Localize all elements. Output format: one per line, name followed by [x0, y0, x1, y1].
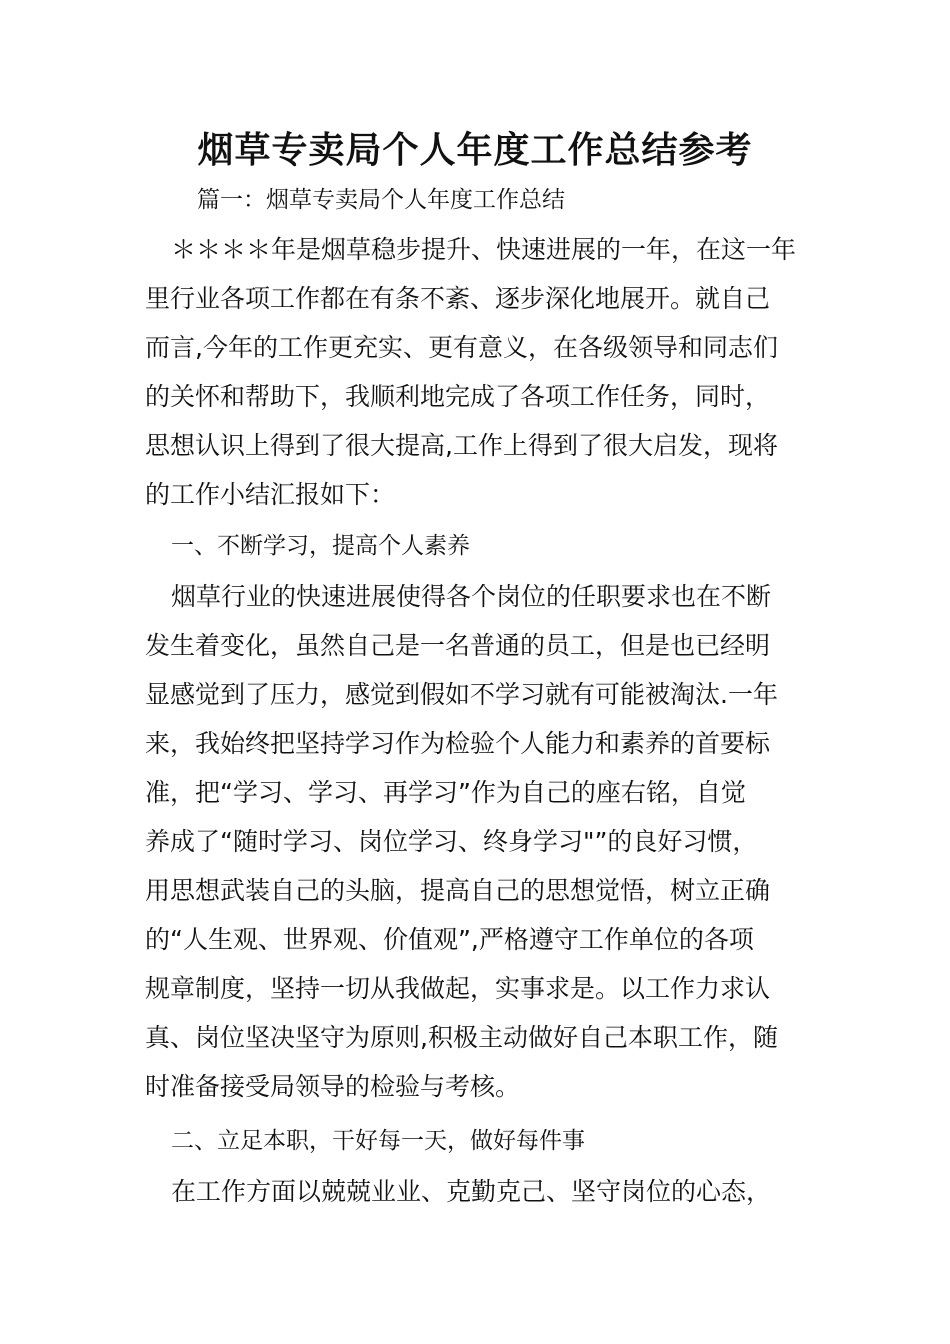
paragraph-line: 里行业各项工作都在有条不紊、逐步深化地展开。就自己 — [145, 284, 771, 313]
paragraph-line: 的关怀和帮助下，我顺利地完成了各项工作任务，同时， — [145, 382, 771, 411]
paragraph-line: 养成了“随时学习、岗位学习、终身学习"”的良好习惯， — [145, 827, 758, 856]
section-heading-1: 一、不断学习，提高个人素养 — [171, 533, 470, 559]
paragraph-line: 用思想武装自己的头脑，提高自己的思想觉悟，树立正确 — [145, 876, 771, 905]
paragraph-line: 思想认识上得到了很大提高,工作上得到了很大启发，现将 — [145, 431, 778, 460]
paragraph-line: 的工作小结汇报如下： — [145, 480, 396, 509]
paragraph-line: 规章制度，坚持一切从我做起，实事求是。以工作力求认 — [145, 974, 771, 1003]
paragraph-line: ＊＊＊＊年是烟草稳步提升、快速进展的一年，在这一年 — [171, 235, 797, 264]
section-subtitle: 篇一：烟草专卖局个人年度工作总结 — [197, 187, 565, 213]
paragraph-line: 真、岗位坚决坚守为原则,积极主动做好自己本职工作，随 — [145, 1023, 778, 1052]
paragraph-line: 时准备接受局领导的检验与考核。 — [145, 1072, 521, 1101]
section-heading-2: 二、立足本职，干好每一天，做好每件事 — [171, 1128, 585, 1154]
paragraph-line: 显感觉到了压力，感觉到假如不学习就有可能被淘汰.一年 — [145, 680, 778, 709]
paragraph-line: 烟草行业的快速进展使得各个岗位的任职要求也在不断 — [171, 582, 772, 611]
paragraph-line: 而言,今年的工作更充实、更有意义，在各级领导和同志们 — [145, 333, 778, 362]
paragraph-line: 发生着变化，虽然自己是一名普通的员工，但是也已经明 — [145, 631, 771, 660]
paragraph-line: 准，把“学习、学习、再学习”作为自己的座右铭，自觉 — [145, 778, 746, 807]
paragraph-line: 来，我始终把坚持学习作为检验个人能力和素养的首要标 — [145, 729, 771, 758]
paragraph-line: 的“人生观、世界观、价值观”,严格遵守工作单位的各项 — [145, 925, 754, 954]
paragraph-line: 在工作方面以兢兢业业、克勤克己、坚守岗位的心态， — [171, 1177, 772, 1206]
document-title: 烟草专卖局个人年度工作总结参考 — [197, 129, 753, 171]
